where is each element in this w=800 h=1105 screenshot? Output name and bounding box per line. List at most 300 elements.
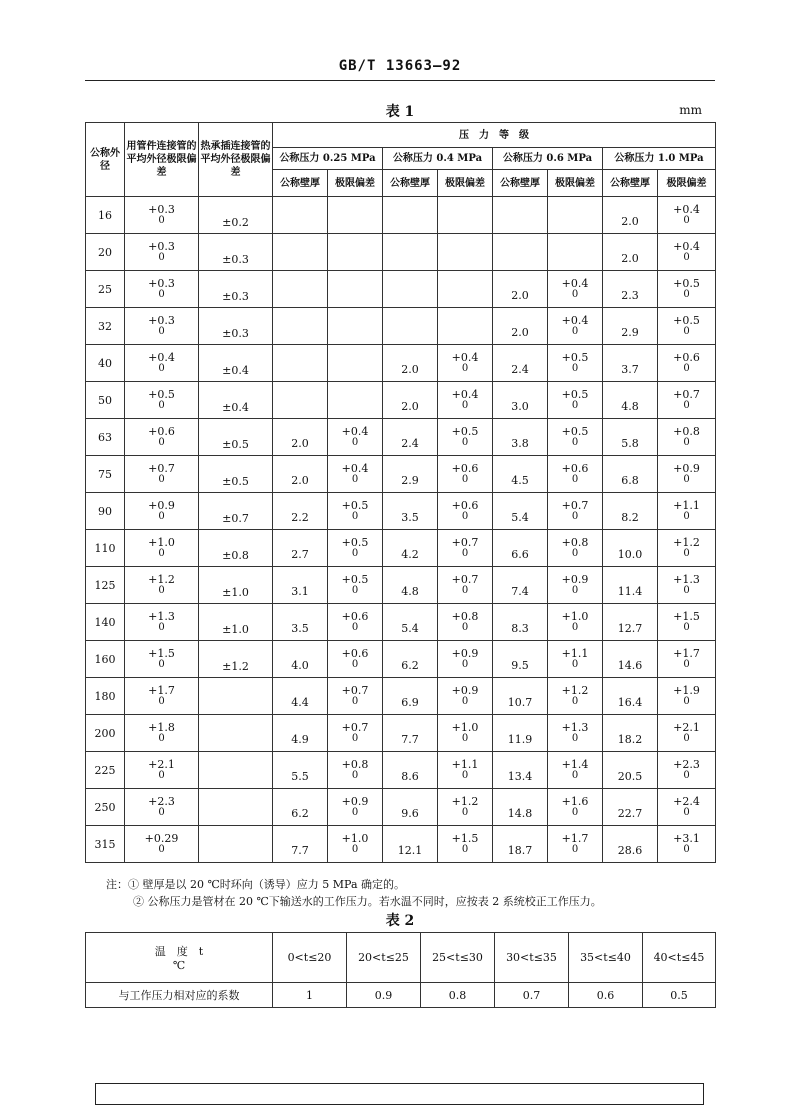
tolerance: [148, 574, 175, 596]
tolerance: [148, 204, 175, 226]
hot-od-cell: ±0.5: [199, 419, 273, 456]
mean-od-cell: [125, 234, 199, 271]
tolerance: [673, 537, 700, 559]
tolerance: [673, 463, 700, 485]
wall-cell: 7.7: [273, 826, 328, 863]
tolerance-lower: 0: [158, 474, 165, 485]
tolerance-upper: +0.4: [451, 351, 479, 364]
table2-coef: 0.7: [495, 983, 569, 1008]
header-dev: 极限偏差: [548, 170, 603, 197]
wall-cell: 2.0: [273, 419, 328, 456]
tolerance-lower: 0: [571, 807, 579, 818]
wall-cell: 14.8: [493, 789, 548, 826]
tolerance: [342, 685, 369, 707]
dev-cell: [548, 826, 603, 863]
tolerance-upper: +1.2: [561, 684, 589, 697]
tolerance: [562, 685, 589, 707]
hot-od-cell: [199, 678, 273, 715]
wall-cell: 7.4: [493, 567, 548, 604]
dev-cell: [548, 456, 603, 493]
tolerance-lower: 0: [461, 548, 469, 559]
tolerance-lower: 0: [158, 363, 165, 374]
tolerance-lower: 0: [158, 215, 165, 226]
tolerance-upper: +2.4: [673, 795, 700, 808]
tolerance-lower: 0: [683, 733, 690, 744]
tolerance: [673, 611, 700, 633]
wall-cell: 4.8: [383, 567, 438, 604]
tolerance-upper: +1.1: [561, 647, 589, 660]
tolerance-upper: +1.3: [673, 573, 700, 586]
tolerance: [452, 352, 479, 374]
wall-cell: 11.9: [493, 715, 548, 752]
wall-cell: 18.2: [603, 715, 658, 752]
dev-cell: [328, 456, 383, 493]
tolerance: [452, 796, 479, 818]
tolerance-lower: 0: [158, 511, 165, 522]
tolerance-upper: +0.6: [148, 425, 175, 438]
tolerance-lower: 0: [351, 548, 359, 559]
dev-cell: [328, 419, 383, 456]
tolerance: [562, 500, 589, 522]
dev-cell: [658, 197, 716, 234]
dev-cell: [328, 752, 383, 789]
wall-cell: [273, 197, 328, 234]
tolerance-lower: 0: [571, 548, 579, 559]
dev-cell: [548, 234, 603, 271]
header-pressure: 压 力 等 级: [273, 123, 716, 148]
tolerance-upper: +0.4: [341, 462, 369, 475]
tolerance: [452, 537, 479, 559]
tolerance-upper: +1.4: [561, 758, 589, 771]
tolerance-lower: 0: [461, 733, 469, 744]
header-pn-025: 公称压力 0.25 MPa: [273, 148, 383, 170]
dn-cell: 20: [86, 234, 125, 271]
note-1: 注：① 壁厚是以 20 ℃时环向（诱导）应力 5 MPa 确定的。: [106, 878, 406, 891]
tolerance-lower: 0: [351, 844, 359, 855]
tolerance-upper: +0.3: [148, 277, 175, 290]
tolerance: [562, 648, 589, 670]
dn-cell: 140: [86, 604, 125, 641]
table2-coef: 1: [273, 983, 347, 1008]
tolerance-upper: +0.8: [673, 425, 700, 438]
header-pn-04: 公称压力 0.4 MPa: [383, 148, 493, 170]
tolerance-upper: +0.6: [451, 499, 479, 512]
wall-cell: 4.5: [493, 456, 548, 493]
tolerance-lower: 0: [158, 252, 165, 263]
tolerance: [342, 648, 369, 670]
header-wall: 公称壁厚: [493, 170, 548, 197]
wall-cell: 3.0: [493, 382, 548, 419]
wall-cell: 9.5: [493, 641, 548, 678]
dev-cell: [438, 308, 493, 345]
tolerance-upper: +1.2: [673, 536, 700, 549]
wall-cell: 4.8: [603, 382, 658, 419]
tolerance: [452, 611, 479, 633]
tolerance: [342, 426, 369, 448]
tolerance: [673, 833, 700, 855]
tolerance-lower: 0: [351, 807, 359, 818]
table-row: [86, 604, 716, 641]
wall-cell: 18.7: [493, 826, 548, 863]
dev-cell: [328, 604, 383, 641]
tolerance-lower: 0: [683, 622, 690, 633]
hot-od-cell: ±1.0: [199, 567, 273, 604]
dev-cell: [328, 493, 383, 530]
dev-cell: [658, 308, 716, 345]
tolerance-lower: 0: [683, 252, 690, 263]
wall-cell: 6.6: [493, 530, 548, 567]
tolerance: [342, 759, 369, 781]
wall-cell: [383, 234, 438, 271]
tolerance: [562, 315, 589, 337]
tolerance: [148, 648, 175, 670]
dev-cell: [658, 419, 716, 456]
table-row: [86, 456, 716, 493]
hot-od-cell: ±0.8: [199, 530, 273, 567]
tolerance: [673, 500, 700, 522]
wall-cell: 4.9: [273, 715, 328, 752]
wall-cell: 28.6: [603, 826, 658, 863]
tolerance-upper: +1.7: [561, 832, 589, 845]
wall-cell: 12.1: [383, 826, 438, 863]
tolerance-upper: +1.7: [148, 684, 175, 697]
mean-od-cell: [125, 678, 199, 715]
tolerance: [148, 759, 175, 781]
tolerance-lower: 0: [683, 659, 690, 670]
dev-cell: [658, 826, 716, 863]
tolerance: [148, 389, 175, 411]
tolerance-lower: 0: [461, 844, 469, 855]
dn-cell: 16: [86, 197, 125, 234]
table-row: [86, 752, 716, 789]
tolerance-lower: 0: [351, 585, 359, 596]
wall-cell: 9.6: [383, 789, 438, 826]
tolerance: [452, 833, 479, 855]
table1: [85, 122, 716, 863]
tolerance-upper: +0.5: [341, 499, 369, 512]
table2-range: 30<t≤35: [495, 933, 569, 983]
dn-cell: 40: [86, 345, 125, 382]
tolerance-lower: 0: [461, 363, 469, 374]
dev-cell: [438, 826, 493, 863]
hot-od-cell: ±1.2: [199, 641, 273, 678]
mean-od-cell: [125, 419, 199, 456]
tolerance-lower: 0: [461, 770, 469, 781]
tolerance-lower: 0: [683, 326, 690, 337]
dev-cell: [438, 419, 493, 456]
dn-cell: 50: [86, 382, 125, 419]
tolerance-upper: +1.9: [673, 684, 700, 697]
dev-cell: [328, 308, 383, 345]
dn-cell: 25: [86, 271, 125, 308]
mean-od-cell: [125, 308, 199, 345]
tolerance-lower: 0: [571, 400, 579, 411]
hot-od-cell: ±0.2: [199, 197, 273, 234]
dn-cell: 160: [86, 641, 125, 678]
tolerance-lower: 0: [683, 844, 690, 855]
dn-cell: 90: [86, 493, 125, 530]
tolerance: [673, 315, 700, 337]
dev-cell: [548, 197, 603, 234]
dev-cell: [328, 234, 383, 271]
mean-od-cell: [125, 345, 199, 382]
tolerance: [673, 426, 700, 448]
tolerance-lower: 0: [683, 400, 690, 411]
hot-od-cell: [199, 826, 273, 863]
tolerance: [148, 426, 175, 448]
dev-cell: [548, 789, 603, 826]
table-row: [86, 308, 716, 345]
tolerance: [148, 537, 175, 559]
header-dn: 公称外径: [86, 123, 125, 197]
table2-range: 40<t≤45: [643, 933, 716, 983]
table-row: [86, 678, 716, 715]
tolerance: [562, 463, 589, 485]
table2-range: 0<t≤20: [273, 933, 347, 983]
dev-cell: [548, 419, 603, 456]
tolerance-upper: +0.9: [673, 462, 700, 475]
tolerance-upper: +1.5: [673, 610, 700, 623]
tolerance-lower: 0: [461, 622, 469, 633]
tolerance-upper: +0.9: [451, 684, 479, 697]
header-rule: [85, 80, 715, 81]
wall-cell: 2.4: [493, 345, 548, 382]
wall-cell: 5.4: [493, 493, 548, 530]
dev-cell: [658, 234, 716, 271]
dev-cell: [438, 345, 493, 382]
wall-cell: 2.9: [383, 456, 438, 493]
tolerance: [342, 611, 369, 633]
wall-cell: [273, 271, 328, 308]
tolerance: [452, 463, 479, 485]
tolerance: [562, 389, 589, 411]
table-row: [86, 345, 716, 382]
dev-cell: [438, 530, 493, 567]
dev-cell: [658, 567, 716, 604]
tolerance-upper: +0.4: [148, 351, 175, 364]
table2-title: 表 2: [385, 913, 415, 929]
tolerance-lower: 0: [571, 326, 579, 337]
tolerance: [145, 833, 179, 855]
table2-coef: 0.6: [569, 983, 643, 1008]
mean-od-cell: [125, 382, 199, 419]
tolerance-upper: +0.4: [673, 203, 700, 216]
dev-cell: [548, 493, 603, 530]
wall-cell: [273, 308, 328, 345]
wall-cell: 2.7: [273, 530, 328, 567]
tolerance-lower: 0: [683, 363, 690, 374]
dev-cell: [658, 493, 716, 530]
wall-cell: 16.4: [603, 678, 658, 715]
table1-unit: mm: [679, 103, 702, 117]
tolerance-upper: +0.8: [561, 536, 589, 549]
dev-cell: [328, 530, 383, 567]
header-wall: 公称壁厚: [383, 170, 438, 197]
dev-cell: [548, 604, 603, 641]
wall-cell: 2.0: [383, 345, 438, 382]
tolerance-upper: +0.5: [341, 536, 369, 549]
wall-cell: [383, 308, 438, 345]
dn-cell: 125: [86, 567, 125, 604]
mean-od-cell: [125, 752, 199, 789]
tolerance: [452, 389, 479, 411]
tolerance: [342, 574, 369, 596]
tolerance: [148, 241, 175, 263]
dev-cell: [328, 345, 383, 382]
tolerance-upper: +0.4: [341, 425, 369, 438]
wall-cell: [273, 382, 328, 419]
tolerance: [452, 500, 479, 522]
tolerance-upper: +0.6: [673, 351, 700, 364]
tolerance-upper: +1.0: [148, 536, 175, 549]
wall-cell: 3.8: [493, 419, 548, 456]
tolerance-upper: +1.0: [451, 721, 479, 734]
tolerance-lower: 0: [158, 659, 165, 670]
dev-cell: [548, 641, 603, 678]
tolerance-upper: +0.5: [561, 425, 589, 438]
wall-cell: [493, 234, 548, 271]
tolerance-lower: 0: [683, 474, 690, 485]
tolerance-upper: +0.8: [341, 758, 369, 771]
mean-od-cell: [125, 789, 199, 826]
tolerance-lower: 0: [461, 511, 469, 522]
tolerance: [148, 500, 175, 522]
dev-cell: [438, 456, 493, 493]
dev-cell: [658, 456, 716, 493]
tolerance-upper: +1.5: [451, 832, 479, 845]
tolerance: [562, 278, 589, 300]
tolerance-lower: 0: [158, 770, 165, 781]
tolerance-lower: 0: [683, 548, 690, 559]
tolerance-upper: +0.3: [148, 240, 175, 253]
table2-coef-label: 与工作压力相对应的系数: [86, 983, 273, 1008]
wall-cell: 5.4: [383, 604, 438, 641]
table2-range: 20<t≤25: [347, 933, 421, 983]
dev-cell: [548, 567, 603, 604]
hot-od-cell: [199, 752, 273, 789]
tolerance-lower: 0: [158, 807, 165, 818]
tolerance-upper: +0.5: [561, 351, 589, 364]
tolerance: [673, 204, 700, 226]
standard-number: GB/T 13663—92: [338, 58, 462, 74]
table2-temp-unit: ℃: [172, 959, 186, 972]
dn-cell: 32: [86, 308, 125, 345]
table2-coef: 0.8: [421, 983, 495, 1008]
header-dev: 极限偏差: [328, 170, 383, 197]
tolerance-lower: 0: [158, 585, 165, 596]
wall-cell: 2.0: [273, 456, 328, 493]
tolerance: [452, 722, 479, 744]
tolerance-upper: +0.5: [673, 314, 700, 327]
dev-cell: [658, 752, 716, 789]
mean-od-cell: [125, 271, 199, 308]
tolerance-upper: +0.4: [561, 277, 589, 290]
hot-od-cell: ±0.3: [199, 234, 273, 271]
tolerance-upper: +1.7: [673, 647, 700, 660]
tolerance-upper: +0.5: [673, 277, 700, 290]
tolerance: [148, 315, 175, 337]
dev-cell: [328, 197, 383, 234]
tolerance-lower: 0: [571, 511, 579, 522]
dev-cell: [438, 604, 493, 641]
tolerance: [673, 759, 700, 781]
dn-cell: 180: [86, 678, 125, 715]
tolerance-upper: +1.3: [148, 610, 175, 623]
tolerance-upper: +0.4: [451, 388, 479, 401]
wall-cell: 3.7: [603, 345, 658, 382]
tolerance-lower: 0: [461, 696, 469, 707]
tolerance-upper: +0.7: [341, 721, 369, 734]
tolerance-lower: 0: [571, 770, 579, 781]
tolerance-upper: +0.5: [451, 425, 479, 438]
table-row: [86, 530, 716, 567]
table-row: [86, 641, 716, 678]
wall-cell: [273, 345, 328, 382]
wall-cell: 2.4: [383, 419, 438, 456]
tolerance-upper: +0.3: [148, 314, 175, 327]
dev-cell: [328, 678, 383, 715]
dev-cell: [548, 308, 603, 345]
mean-od-cell: [125, 715, 199, 752]
dev-cell: [438, 197, 493, 234]
tolerance: [673, 574, 700, 596]
tolerance-upper: +0.7: [148, 462, 175, 475]
dev-cell: [658, 530, 716, 567]
tolerance-upper: +1.1: [673, 499, 700, 512]
dev-cell: [658, 271, 716, 308]
tolerance: [148, 278, 175, 300]
dev-cell: [548, 715, 603, 752]
hot-od-cell: ±1.0: [199, 604, 273, 641]
dn-cell: 110: [86, 530, 125, 567]
tolerance-upper: +0.9: [341, 795, 369, 808]
tolerance: [148, 352, 175, 374]
dev-cell: [438, 567, 493, 604]
tolerance-lower: 0: [158, 696, 165, 707]
table-row: [86, 789, 716, 826]
dev-cell: [438, 641, 493, 678]
wall-cell: 2.0: [383, 382, 438, 419]
wall-cell: 5.5: [273, 752, 328, 789]
wall-cell: 2.0: [493, 308, 548, 345]
wall-cell: 4.4: [273, 678, 328, 715]
wall-cell: 6.2: [273, 789, 328, 826]
tolerance: [148, 722, 175, 744]
wall-cell: [383, 197, 438, 234]
wall-cell: 6.9: [383, 678, 438, 715]
tolerance-upper: +0.7: [451, 573, 479, 586]
tolerance: [673, 241, 700, 263]
tolerance-lower: 0: [571, 844, 579, 855]
tolerance: [673, 685, 700, 707]
table-row: [86, 567, 716, 604]
tolerance-lower: 0: [461, 585, 469, 596]
dev-cell: [658, 641, 716, 678]
tolerance-lower: 0: [571, 474, 579, 485]
tolerance: [562, 833, 589, 855]
wall-cell: 2.3: [603, 271, 658, 308]
dev-cell: [548, 530, 603, 567]
tolerance-lower: 0: [158, 548, 165, 559]
table-row: [86, 419, 716, 456]
wall-cell: [383, 271, 438, 308]
header-dev: 极限偏差: [658, 170, 716, 197]
dev-cell: [658, 715, 716, 752]
tolerance-lower: 0: [461, 659, 469, 670]
table-row: [86, 826, 716, 863]
dev-cell: [328, 789, 383, 826]
tolerance: [148, 611, 175, 633]
